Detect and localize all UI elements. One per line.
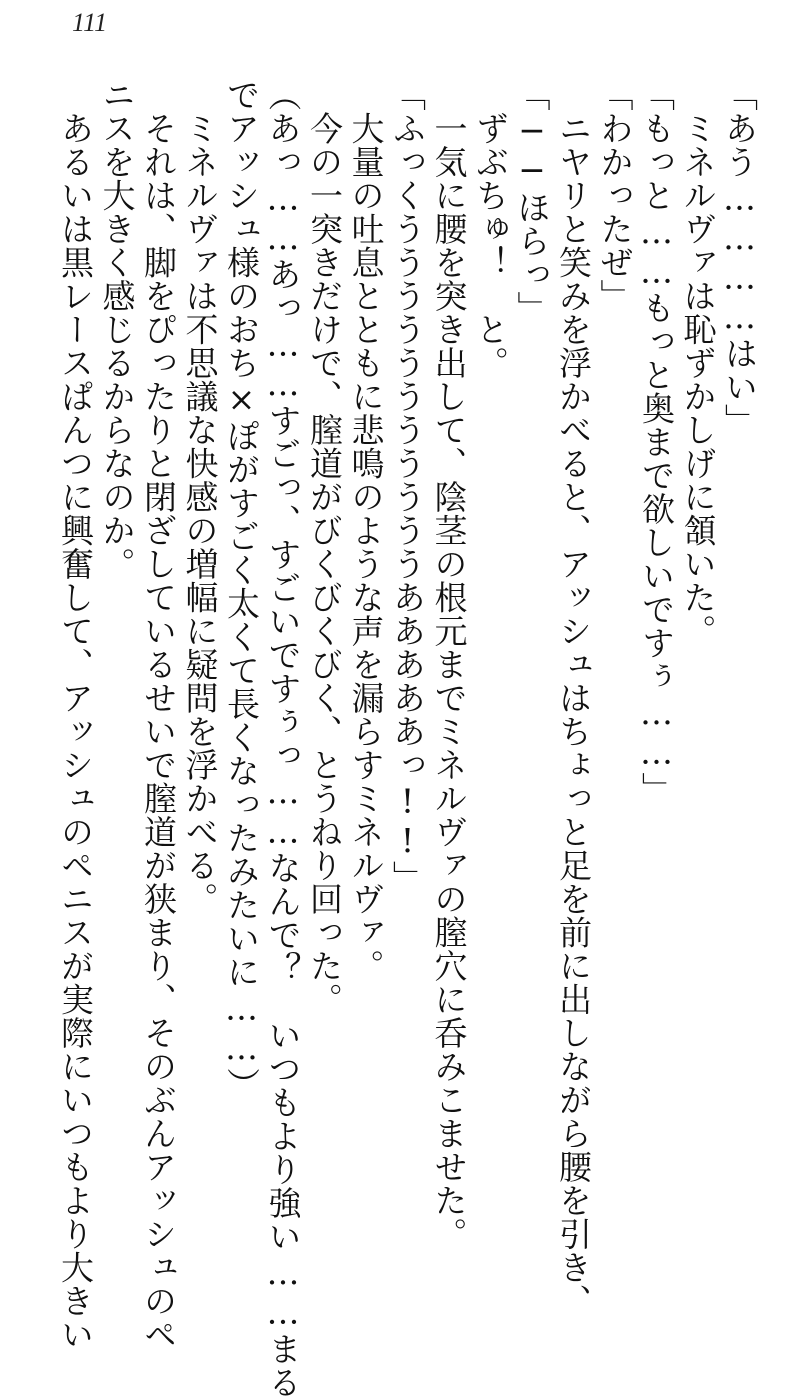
text-line: ミネルヴァは恥ずかしげに頷いた。 — [678, 78, 718, 648]
text-line: あるいは黒レースぱんつに興奮して、アッシュのペニスが実際にいつもより大きい — [56, 78, 95, 1351]
text-line: ずぶちゅ！ と。 — [471, 78, 510, 380]
text-line: 「わかったぜ」 — [595, 78, 635, 313]
text-line: 今の一突きだけで、膣道がびくびくびく、とうねり回った。 — [305, 78, 344, 1016]
text-line: 大量の吐息とともに悲鳴のような声を漏らすミネルヴァ。 — [346, 78, 386, 983]
text-line: 「──ほらっ」 — [512, 78, 552, 325]
page-number: 111 — [72, 8, 108, 37]
text-line: 一気に腰を突き出して、陰茎の根元までミネルヴァの膣穴に呑みこませた。 — [429, 78, 469, 1251]
novel-text-block — [55, 78, 761, 1399]
text-line: 「あう…………はい」 — [720, 78, 759, 437]
text-line: 「もっと……もっと奥まで欲しいですぅ……」 — [637, 78, 676, 806]
text-line: ミネルヴァは不思議な快感の増幅に疑問を浮かべる。 — [180, 78, 220, 916]
text-line: （あっ……あっ……すごっ、すごいですぅっ……なんで？ いつもより強い……まる — [263, 78, 303, 1399]
text-line: でアッシュ様のおち×ぽがすごく太くて長くなったみたいに……） — [222, 78, 261, 1101]
text-line: 「ふっくうううううううううううあああああっ!!」 — [388, 78, 427, 894]
text-line: ニヤリと笑みを浮かべると、アッシュはちょっと足を前に出しながら腰を引き、 — [554, 78, 593, 1318]
text-line: それは、脚をぴったりと閉ざしているせいで膣道が狭まり、そのぶんアッシュのペ — [139, 78, 178, 1351]
text-line: ニスを大きく感じるからなのか。 — [97, 78, 137, 581]
